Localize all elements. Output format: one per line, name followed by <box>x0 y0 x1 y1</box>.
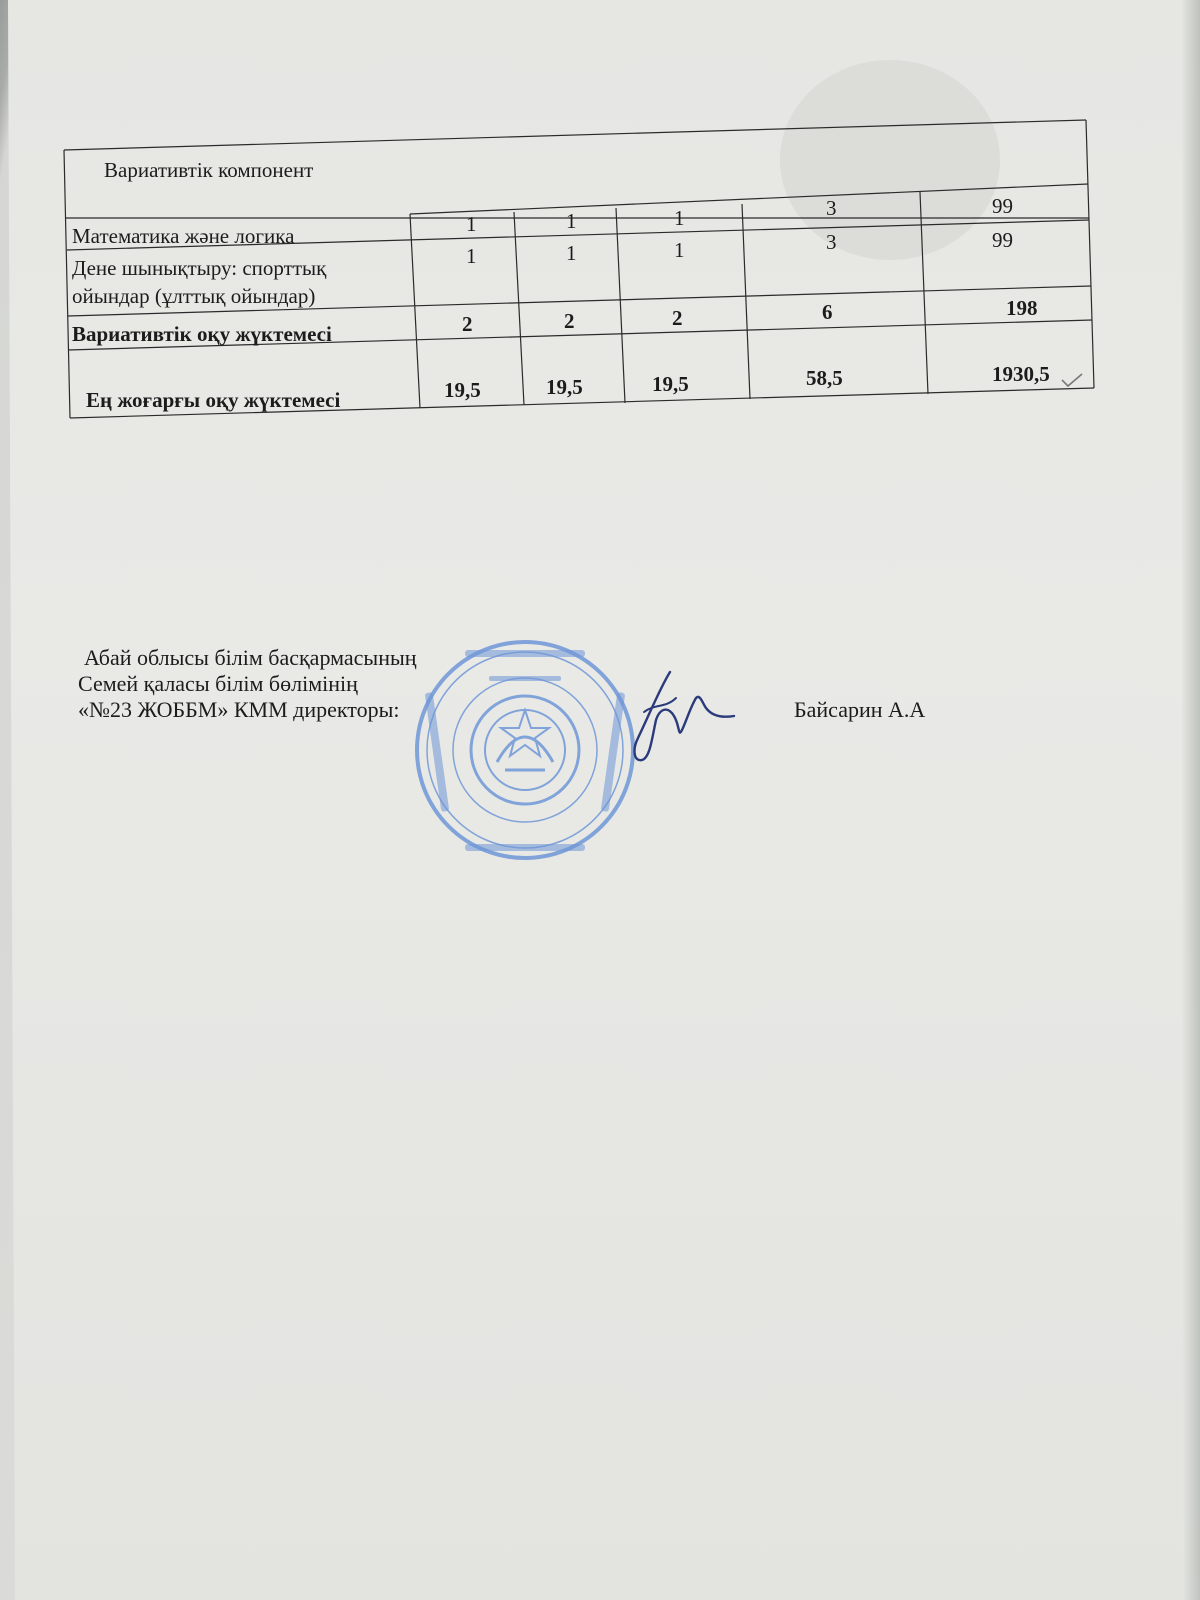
signatory-org-line2: Семей қаласы білім бөлімінің <box>78 671 358 696</box>
curriculum-table <box>0 0 1200 440</box>
table-cell: 3 <box>826 230 837 254</box>
table-cell: 19,5 <box>546 375 583 399</box>
row-label-pe-line1: Дене шынықтыру: спорттық <box>72 256 327 280</box>
table-cell: 99 <box>992 228 1013 252</box>
table-cell: 1930,5 <box>992 362 1050 386</box>
table-cell: 2 <box>462 312 473 336</box>
row-label-pe-line2: ойындар (ұлттық ойындар) <box>72 284 316 308</box>
subtotal-label: Вариативтік оқу жүктемесі <box>72 322 332 346</box>
table-cell: 2 <box>564 309 575 333</box>
table-cell: 3 <box>826 196 837 220</box>
table-cell: 198 <box>1006 296 1038 320</box>
section-header: Вариативтік компонент <box>104 158 314 182</box>
table-cell: 2 <box>672 306 683 330</box>
table-cell: 1 <box>566 209 577 233</box>
signatory-org-line1: Абай облысы білім басқармасының <box>84 645 417 670</box>
table-cell: 19,5 <box>444 378 481 402</box>
handwritten-signature <box>630 668 740 768</box>
table-cell: 19,5 <box>652 372 689 396</box>
row-label-math: Математика және логика <box>72 224 295 248</box>
table-cell: 1 <box>674 206 685 230</box>
official-stamp <box>405 632 645 872</box>
total-label: Ең жоғарғы оқу жүктемесі <box>86 388 341 412</box>
table-cell: 6 <box>822 300 833 324</box>
table-cell: 58,5 <box>806 366 843 390</box>
table-cell: 1 <box>466 244 477 268</box>
signatory-name: Байсарин А.А <box>794 697 926 722</box>
table-cell: 1 <box>466 212 477 236</box>
table-cell: 1 <box>674 238 685 262</box>
table-cell: 99 <box>992 194 1013 218</box>
check-mark-icon <box>1060 372 1084 388</box>
signatory-title: «№23 ЖОББМ» КММ директоры: <box>78 697 400 722</box>
table-cell: 1 <box>566 241 577 265</box>
